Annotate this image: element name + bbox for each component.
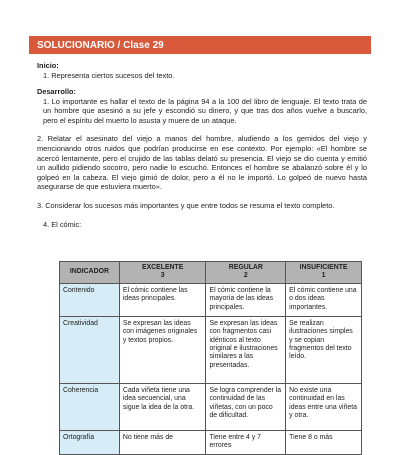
desarrollo-p4: 4. El cómic: (43, 219, 82, 229)
inicio-section (37, 61, 367, 80)
indicator-cell: Coherencia (60, 383, 120, 430)
table-cell: Se realizan ilustraciones simples y se copian fragmentos del texto leído. (286, 316, 362, 383)
desarrollo-heading: Desarrollo: (37, 87, 77, 96)
header-bar (29, 36, 371, 54)
table-row (60, 316, 362, 383)
table-cell: El cómic contiene una o dos ideas importantes. (286, 283, 362, 316)
inicio-heading: Inicio: (37, 61, 59, 70)
rubric-table (59, 261, 362, 455)
table-row (60, 283, 362, 316)
inicio-item: 1. Representa ciertos sucesos del texto. (43, 70, 175, 80)
indicator-cell: Ortografía (60, 430, 120, 454)
header-cell: INSUFICIENTE 1 (286, 262, 362, 284)
indicator-cell: Creatividad (60, 316, 120, 383)
page-title: SOLUCIONARIO / Clase 29 (37, 39, 164, 51)
desarrollo-section (37, 87, 367, 229)
table-cell: Se expresan las ideas con imágenes originales y textos propios. (119, 316, 206, 383)
desarrollo-p3: 3. Considerar los sucesos más importantes y que entre todos se resuma el texto completo. (37, 200, 335, 210)
table-cell: Tiene entre 4 y 7 errores (206, 430, 286, 454)
indicator-cell: Contenido (60, 283, 120, 316)
table-cell: Tiene 8 o más (286, 430, 362, 454)
desarrollo-p1: 1. Lo importante es hallar el texto de la página 94 a la 100 del libro de lenguaje. El texto trata de un hombre que asesinó a su jefe y escondió su dinero, y que tras dos años vuelve a buscarlo, pero el espíritu del muerto lo asusta y muere de un ataque. (43, 96, 367, 125)
header-cell: EXCELENTE 3 (119, 262, 206, 284)
table-row (60, 430, 362, 454)
table-cell: Se expresan las ideas con fragmentos casi idénticos al texto original e ilustraciones similares a las presentadas. (206, 316, 286, 383)
header-cell: INDICADOR (60, 262, 120, 284)
table-cell: No existe una continuidad en las ideas entre una viñeta y otra. (286, 383, 362, 430)
desarrollo-p2: 2. Relatar el asesinato del viejo a manos del hombre, aludiendo a los gemidos del viejo y mencionando otros ruidos que podrían producirse en ese contexto. Por ejemplo: «El hombre se acercó lentamente, pero el crujido de las tablas delató su presencia. El viejo se dio cuenta y emitió un aullido pidiendo socorro, pero nadie lo escuchó. Entonces el hombre se abalanzó sobre él y lo golpeó en la cabeza. El viejo gimió de dolor, pero a él no le importó. Lo golpeó de nuevo hasta asegurarse de que estuviera muerto». (37, 134, 367, 192)
table-cell: Se logra comprender la continuidad de las viñetas, con un poco de dificultad. (206, 383, 286, 430)
table-cell: El cómic contiene las ideas principales. (119, 283, 206, 316)
table-cell: El cómic contiene la mayoría de las ideas principales. (206, 283, 286, 316)
header-cell: REGULAR 2 (206, 262, 286, 284)
table-row (60, 383, 362, 430)
table-cell: Cada viñeta tiene una idea secuencial, una sigue la idea de la otra. (119, 383, 206, 430)
table-header-row (60, 262, 362, 284)
table-cell: No tiene más de (119, 430, 206, 454)
